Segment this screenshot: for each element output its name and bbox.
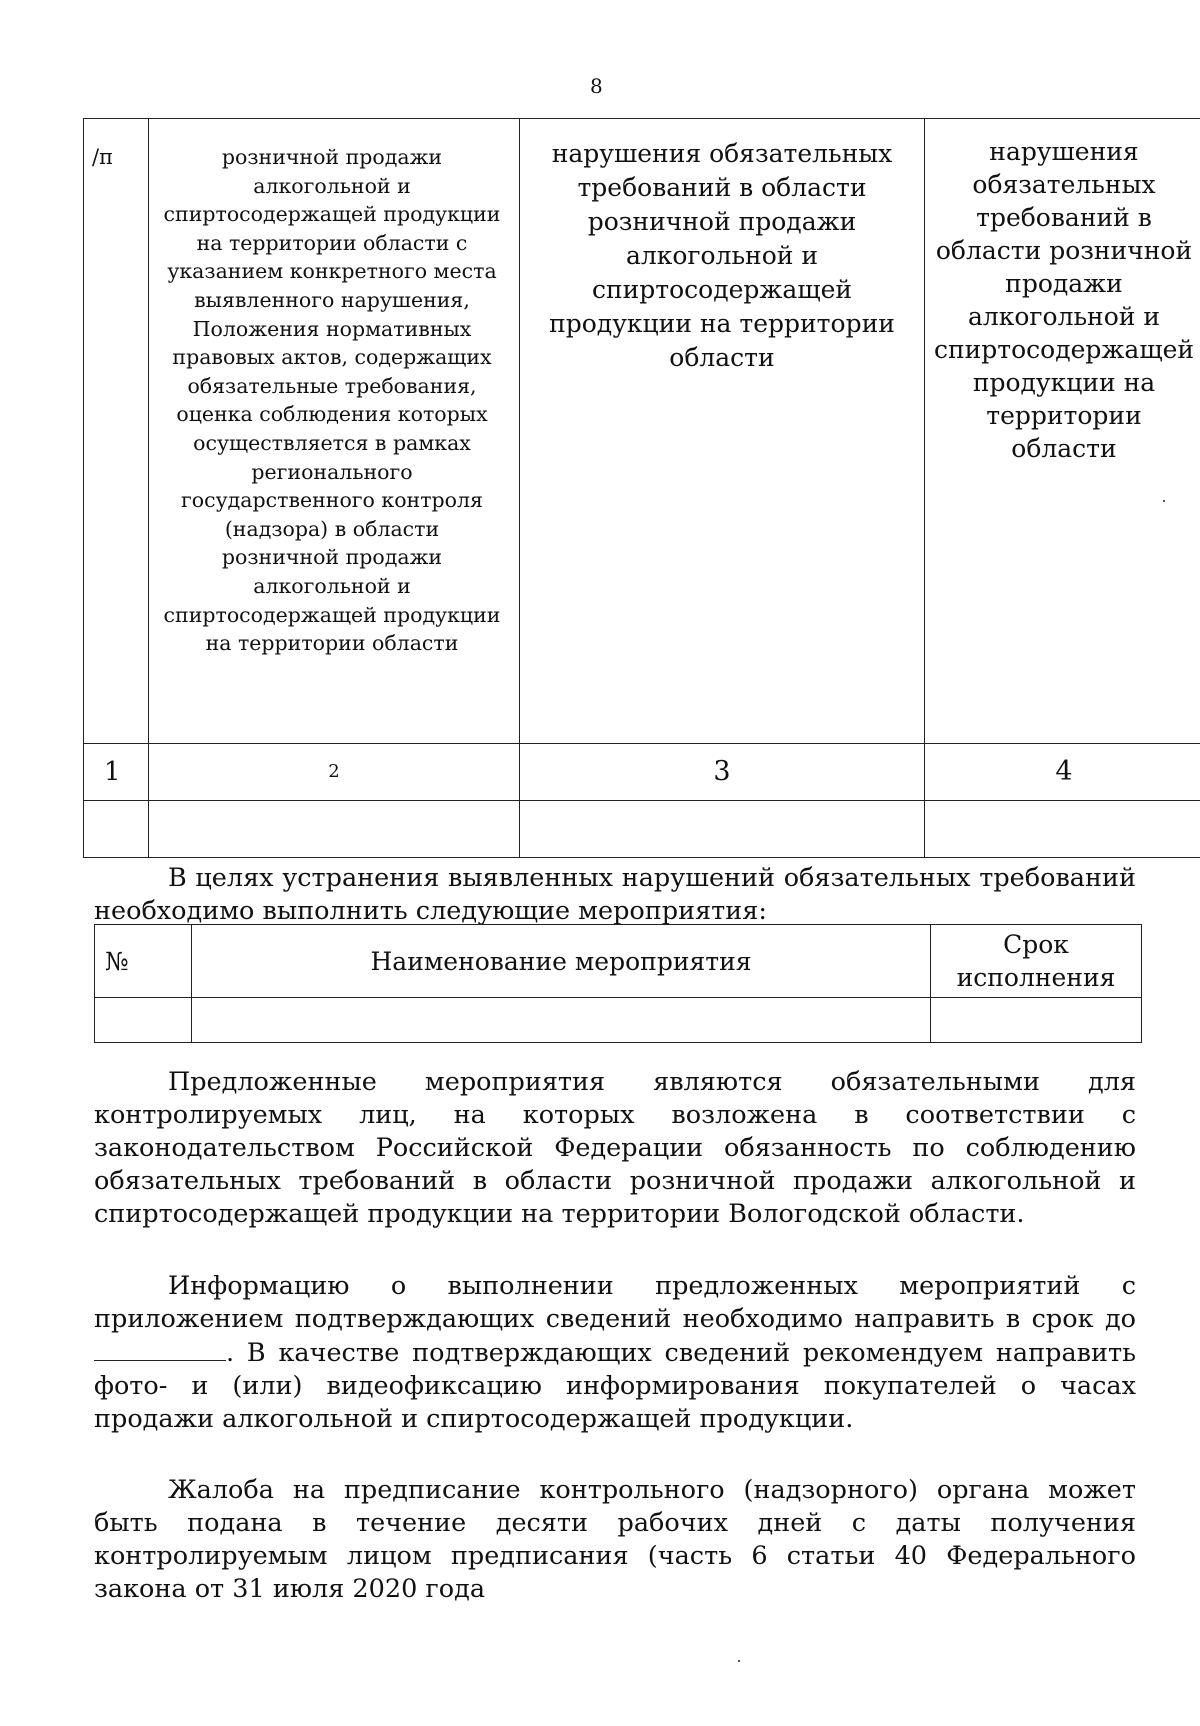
table-row	[84, 801, 1200, 858]
empty-cell	[931, 998, 1142, 1043]
measures-col-number: №	[95, 925, 192, 998]
empty-cell	[925, 801, 1200, 858]
empty-cell	[84, 801, 149, 858]
paragraph-obligations: Предложенные мероприятия являются обязательными для контролируемых лиц, на которых возложена в соответствии с законодательством Российской Федерации обязанность по соблюдению обязательных требований в области розничной продажи алкогольной и спиртосодержащей продукции на территории Вологодской области.	[94, 1067, 1136, 1229]
header-cell-location: розничной продажи алкогольной и спиртосодержащей продукции на территории области с указанием конкретного места выявленного нарушения, Положения нормативных правовых актов, содержащих обязательные требования, оценка соблюдения которых осуществляется в рамках регионального государственного контроля (надзора) в области розничной продажи алкогольной и спиртосодержащей продукции на территории области	[149, 119, 520, 744]
measures-col-name: Наименование мероприятия	[192, 925, 931, 998]
paragraph-complaint: Жалоба на предписание контрольного (надзорного) органа может быть подана в течение десяти рабочих дней с даты получения контролируемым лицом предписания (часть 6 статьи 40 Федерального закона от 31 июля 2020 года	[94, 1475, 1136, 1604]
table-row	[95, 998, 1142, 1043]
intro-paragraph: В целях устранения выявленных нарушений обязательных требований необходимо выполнить следующие мероприятия:	[94, 863, 1136, 926]
empty-cell	[520, 801, 925, 858]
deadline-blank-line	[94, 1336, 226, 1361]
measures-table	[94, 924, 1142, 1043]
paragraph-information: Информацию о выполнении предложенных мероприятий с приложением подтверждающих сведений необходимо направить в срок до . В качестве подтверждающих сведений рекомендуем направить фото- и (или) видеофиксацию информирования покупателей о часах продажи алкогольной и спиртосодержащей продукции.	[94, 1271, 1136, 1434]
column-number-4: 4	[925, 744, 1200, 801]
empty-cell	[149, 801, 520, 858]
header-cell-violation: нарушения обязательных требований в области розничной продажи алкогольной и спиртосодержащей продукции на территории области	[520, 119, 925, 744]
scan-speck	[738, 1660, 740, 1662]
column-number-1: 1	[84, 744, 149, 801]
column-numbers-row	[84, 744, 1200, 801]
header-cell-violation-2: нарушения обязательных требований в области розничной продажи алкогольной и спиртосодержащей продукции на территории области	[925, 119, 1200, 744]
column-number-3: 3	[520, 744, 925, 801]
table-header-row	[84, 119, 1200, 744]
measures-col-term: Срок исполнения	[931, 925, 1142, 998]
violations-table	[83, 118, 1200, 858]
empty-cell	[192, 998, 931, 1043]
scan-speck	[1163, 500, 1165, 502]
empty-cell	[95, 998, 192, 1043]
column-number-2: 2	[149, 744, 520, 801]
measures-header-row	[95, 925, 1142, 998]
page-number: 8	[590, 74, 603, 98]
header-cell-number: /п	[84, 119, 149, 744]
